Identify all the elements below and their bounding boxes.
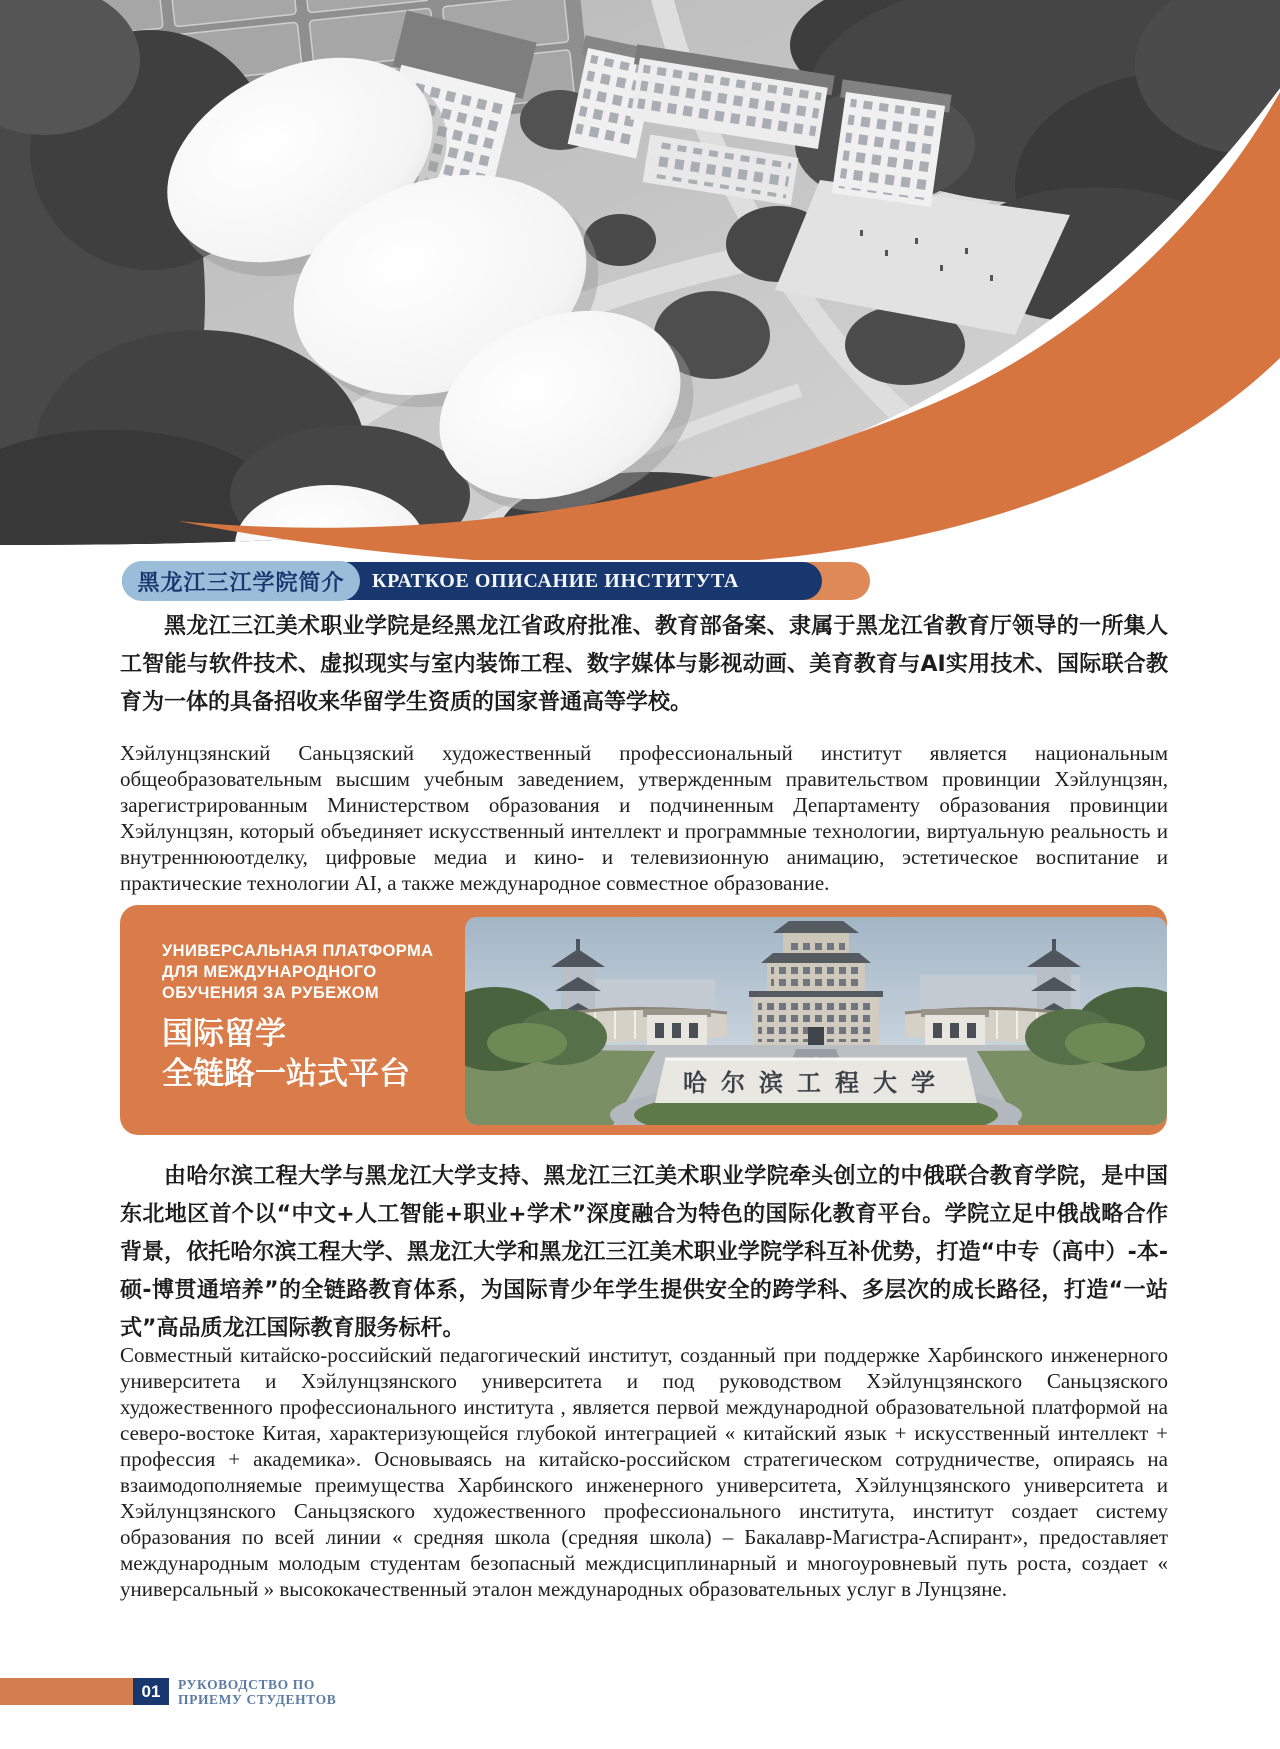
joint-institute-paragraph-zh: 由哈尔滨工程大学与黑龙江大学支持、黑龙江三江美术职业学院牵头创立的中俄联合教育学院，是中国东北地区首个以“中文+人工智能+职业+学术”深度融合为特色的国际化教育平台。学院立足中俄战略合作背景，依托哈尔滨工程大学、黑龙江大学和黑龙江三江美术职业学院学科互补优势，打造“中专（高中）-本-硕-博贯通培养”的全链路教育体系，为国际青少年学生提供安全的跨学科、多层次的成长路径，打造“一站式”高品质龙江国际教育服务标杆。 — [120, 1164, 1168, 1341]
section-header — [0, 562, 1280, 602]
section-title-ru: КРАТКОЕ ОПИСАНИЕ ИНСТИТУТА — [372, 569, 739, 592]
platform-zh-line2: 全链路一站式平台 — [162, 1056, 410, 1092]
platform-zh-line1: 国际留学 — [162, 1016, 286, 1052]
platform-title-ru — [162, 941, 433, 1004]
campus-aerial-photo — [0, 0, 1280, 560]
campus-gate-art — [465, 917, 1167, 1125]
footer-label-line2: ПРИЕМУ СТУДЕНТОВ — [178, 1692, 337, 1707]
section-title-zh: 黑龙江三江学院简介 — [137, 569, 345, 595]
page-footer — [0, 1678, 1280, 1718]
stone-sign — [655, 1059, 977, 1103]
platform-ru-line3: ОБУЧЕНИЯ ЗА РУБЕЖОМ — [162, 984, 379, 1002]
platform-banner — [120, 905, 1167, 1135]
platform-banner-text — [162, 941, 433, 1094]
intro-paragraph-ru: Хэйлунцзянский Саньцзяский художественный профессиональный институт является национальным общеобразовательным высшим учебным заведением, утвержденным правительством провинции Хэйлунцзян, зарегистрированным Министерством образования и подчиненным Департаменту образования провинции Хэйлунцзян, который объединяет искусственный интеллект и программные технологии, виртуальную реальность и внутреннююотделку, цифровые медиа и кино- и телевизионную анимацию, эстетическое воспитание и практические технологии AI, а также международное совместное образование. — [120, 741, 1168, 895]
footer-orange-bar — [0, 1678, 133, 1705]
header-pill — [122, 561, 360, 601]
intro-paragraph-zh: 黑龙江三江美术职业学院是经黑龙江省政府批准、教育部备案、隶属于黑龙江省教育厅领导的一所集人工智能与软件技术、虚拟现实与室内装饰工程、数字媒体与影视动画、美育教育与AI实用技术、国际联合教育为一体的具备招收来华留学生资质的国家普通高等学校。 — [120, 614, 1168, 715]
campus-gate-photo — [465, 917, 1167, 1125]
page-number: 01 — [133, 1678, 169, 1705]
campus-aerial-art — [0, 0, 1280, 560]
footer-label-line1: РУКОВОДСТВО ПО — [178, 1677, 315, 1692]
footer-label — [178, 1677, 336, 1707]
platform-ru-line1: УНИВЕРСАЛЬНАЯ ПЛАТФОРМА — [162, 942, 434, 960]
sign-calligraphy: 哈尔滨工程大学 — [683, 1069, 949, 1097]
platform-ru-line2: ДЛЯ МЕЖДУНАРОДНОГО — [162, 963, 377, 981]
joint-institute-paragraph-ru: Совместный китайско-российский педагогический институт, созданный при поддержке Харбинского инженерного университета и Хэйлунцзянского университета и под руководством Хэйлунцзянского Саньцзяского художественного профессионального института , является первой международной образовательной платформой на северо-востоке Китая, характеризующейся глубокой интеграцией « китайский язык + искусственный интеллект + профессия + академика». Основываясь на китайско-российском стратегическом сотрудничестве, опираясь на взаимодополняемые преимущества Харбинского инженерного университета, Хэйлунцзянского университета и Хэйлунцзянского Саньцзяского художественного профессионального института, институт создает систему образования по всей линии « средняя школа (средняя школа) – Бакалавр-Магистра-Аспирант», предоставляет международным молодым студентам безопасный междисциплинарный и многоуровневый путь роста, создает « универсальный » высококачественный эталон международных образовательных услуг в Лунцзяне. — [120, 1343, 1168, 1601]
platform-title-zh — [162, 1014, 433, 1094]
